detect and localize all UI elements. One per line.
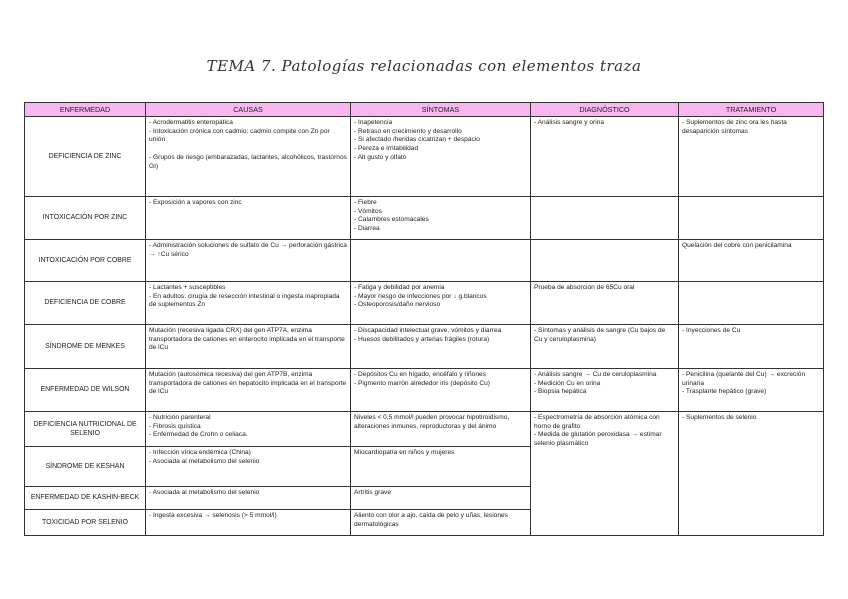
sintoma-line: - Fiebre	[354, 199, 377, 206]
causa-line: - Asociada al metabolismo del selenio	[149, 489, 260, 496]
table-row	[25, 197, 824, 240]
tratamiento-cell	[679, 282, 824, 325]
causas-cell	[146, 197, 351, 240]
sintoma-line: - Depósitos Cu en hígado, encéfalo y riñones	[354, 371, 486, 378]
disease-cell: DEFICIENCIA DE COBRE	[25, 282, 146, 325]
sintomas-cell	[351, 447, 531, 487]
sintomas-cell	[351, 487, 531, 510]
sintoma-line: - Fatiga y debilidad por anemia	[354, 284, 445, 291]
diagnostico-cell	[531, 197, 679, 240]
causas-cell	[146, 282, 351, 325]
sintomas-cell	[351, 117, 531, 197]
causa-line	[149, 145, 347, 154]
disease-cell: DEFICIENCIA DE ZINC	[25, 117, 146, 197]
sintoma-line: Miocardiopatía en niños y mujeres	[354, 449, 455, 456]
header-enfermedad: ENFERMEDAD	[25, 103, 146, 117]
disease-cell: DEFICIENCIA NUTRICIONAL DE SELENIO	[25, 412, 146, 447]
disease-cell: SÍNDROME DE KESHAN	[25, 447, 146, 487]
causas-cell	[146, 325, 351, 369]
sintomas-cell	[351, 369, 531, 412]
tratamiento-line: - Suplementos de zinc ora les hasta desaparición síntomas	[682, 119, 787, 135]
sintoma-line: - Pigmento marrón alrededor iris (depósito Cu)	[354, 379, 490, 387]
tratamiento-line: - Penicilina (quelante del Cu) → excreción urinaria	[682, 371, 806, 387]
tratamiento-cell	[679, 117, 824, 197]
sintoma-line: Aliento con olor a ajo, caída de pelo y uñas, lesiones dermatológicas	[354, 512, 508, 528]
causa-line: - En adultos: cirugía de resección intestinal o ingesta inapropiada de suplementos Zn	[149, 292, 340, 309]
diagnostico-line: - Análisis sangre → Cu de ceruloplasmina	[534, 371, 657, 378]
table-row	[25, 325, 824, 369]
causas-cell	[146, 240, 351, 282]
diagnostico-line: - Análisis sangre y orina	[534, 119, 605, 126]
sintoma-line: - Huesos debilitados y arterias frágiles (rotura)	[354, 335, 490, 343]
sintoma-line: - Osteoporosis/daño nervioso	[354, 301, 441, 309]
causa-line: - Acrodermatitis enteropática	[149, 119, 233, 126]
diagnostico-line: - Medición Cu en orina	[534, 379, 601, 387]
header-tratamiento: TRATAMIENTO	[679, 103, 824, 117]
tratamiento-cell	[679, 412, 824, 536]
diagnostico-cell	[531, 325, 679, 369]
sintoma-line: - Diarrea	[354, 225, 380, 233]
diagnostico-cell	[531, 117, 679, 197]
causas-cell	[146, 510, 351, 536]
causa-line: - Fibrosis quística	[149, 422, 201, 430]
header-diagnostico: DIAGNÓSTICO	[531, 103, 679, 117]
sintomas-cell	[351, 240, 531, 282]
diagnostico-cell	[531, 369, 679, 412]
sintoma-line: - Retraso en crecimiento y desarrollo	[354, 127, 462, 135]
tratamiento-line: - Inyecciones de Cu	[682, 327, 741, 334]
disease-cell: ENFERMEDAD DE KASHIN-BECK	[25, 487, 146, 510]
causa-line: - Ingesta excesiva → selenosis (> 5 mmol/l)	[149, 512, 277, 519]
causa-line: Mutación (recesiva ligada CRX) del gen ATP7A, enzima transportadora de cationes en enterocito implicada en el transporte de lCu	[149, 327, 345, 352]
disease-cell: TOXICIDAD POR SELENIO	[25, 510, 146, 536]
causa-line: - Exposición a vapores con zinc	[149, 199, 242, 206]
tratamiento-cell	[679, 369, 824, 412]
causas-cell	[146, 412, 351, 447]
header-row	[25, 103, 824, 117]
sintoma-line: - Vómitos	[354, 207, 382, 215]
causa-line: - Infección vírica endémica (China)	[149, 449, 251, 456]
sintoma-line: - Discapacidad intelectual grave, vómitos y diarrea	[354, 327, 502, 334]
causa-line: - Nutrición parenteral	[149, 414, 211, 421]
tratamiento-cell	[679, 197, 824, 240]
tratamiento-cell	[679, 325, 824, 369]
sintomas-cell	[351, 510, 531, 536]
diagnostico-line: - Síntomas y análisis de sangre (Cu bajos de Cu y ceruloplasmina)	[534, 327, 666, 343]
disease-cell: SÍNDROME DE MENKES	[25, 325, 146, 369]
sintoma-line: Niveles < 0,5 mmol/l pueden provocar hipotiroidismo, alteraciones inmunes, reproductoras y del ánimo	[354, 414, 510, 430]
causa-line: - Asociada al metabolismo del selenio	[149, 457, 260, 465]
table-row	[25, 282, 824, 325]
sintomas-cell	[351, 325, 531, 369]
diagnostico-cell	[531, 240, 679, 282]
sintomas-cell	[351, 412, 531, 447]
diagnostico-cell	[531, 412, 679, 536]
sintoma-line: - Inapetencia	[354, 119, 393, 126]
tratamiento-cell	[679, 240, 824, 282]
header-sintomas: SÍNTOMAS	[351, 103, 531, 117]
disease-cell: INTOXICACIÓN POR COBRE	[25, 240, 146, 282]
table-row	[25, 117, 824, 197]
sintoma-line: Artritis grave	[354, 489, 392, 496]
causa-line: Mutación (autosómica recesiva) del gen ATP7B, enzima transportadora de cationes en hepatocito implicada en el transporte de lCu	[149, 371, 347, 396]
disease-cell: ENFERMEDAD DE WILSON	[25, 369, 146, 412]
sintoma-line: - Pereza e irritabilidad	[354, 145, 419, 153]
diagnostico-cell	[531, 282, 679, 325]
tratamiento-line: Quelación del cobre con penicilamina	[682, 242, 792, 249]
tratamiento-line: - Suplementos de selenio	[682, 414, 757, 421]
sintoma-line: - Calambres estomacales	[354, 216, 429, 224]
table-row	[25, 369, 824, 412]
sintomas-cell	[351, 282, 531, 325]
causa-line: - Enfermedad de Crohn o celiaca.	[149, 431, 248, 439]
causa-line: - Lactantes + susceptibles	[149, 284, 226, 291]
disease-cell: INTOXICACIÓN POR ZINC	[25, 197, 146, 240]
header-causas: CAUSAS	[146, 103, 351, 117]
sintoma-line: - Mayor riesgo de infecciones por ↓ g.blancos	[354, 292, 487, 300]
causas-cell	[146, 487, 351, 510]
sintomas-cell	[351, 197, 531, 240]
causa-line: - Grupos de riesgo (embarazadas, lactantes, alcohólicos, trastornos GI)	[149, 154, 347, 170]
diagnostico-line: - Espectrometría de absorción atómica con horno de grafito	[534, 414, 660, 430]
sintoma-line: - Alt gusto y olfato	[354, 153, 407, 161]
causas-cell	[146, 369, 351, 412]
diagnostico-line: - Medida de glutatión peroxidasa → estimar selenio plasmático	[534, 431, 662, 448]
table-row	[25, 412, 824, 447]
causas-cell	[146, 447, 351, 487]
causas-cell	[146, 117, 351, 197]
pathology-table	[24, 102, 824, 536]
causa-line: - Intoxicación crónica con cadmio: cadmio compite con Zn por unión	[149, 127, 330, 144]
diagnostico-line: - Biopsia hepática	[534, 388, 587, 396]
sintoma-line: - Si afectado /heridas cicatrizan + despacio	[354, 136, 480, 144]
causa-line: - Administración soluciones de sulfato de Cu → perforación gástrica → ↑Cu sérico	[149, 242, 347, 258]
page-title: TEMA 7. Patologías relacionadas con elementos traza	[206, 57, 642, 75]
diagnostico-line: Prueba de absorción de 65Cu oral	[534, 284, 635, 291]
table-row	[25, 240, 824, 282]
tratamiento-line: - Trasplante hepático (grave)	[682, 388, 767, 396]
